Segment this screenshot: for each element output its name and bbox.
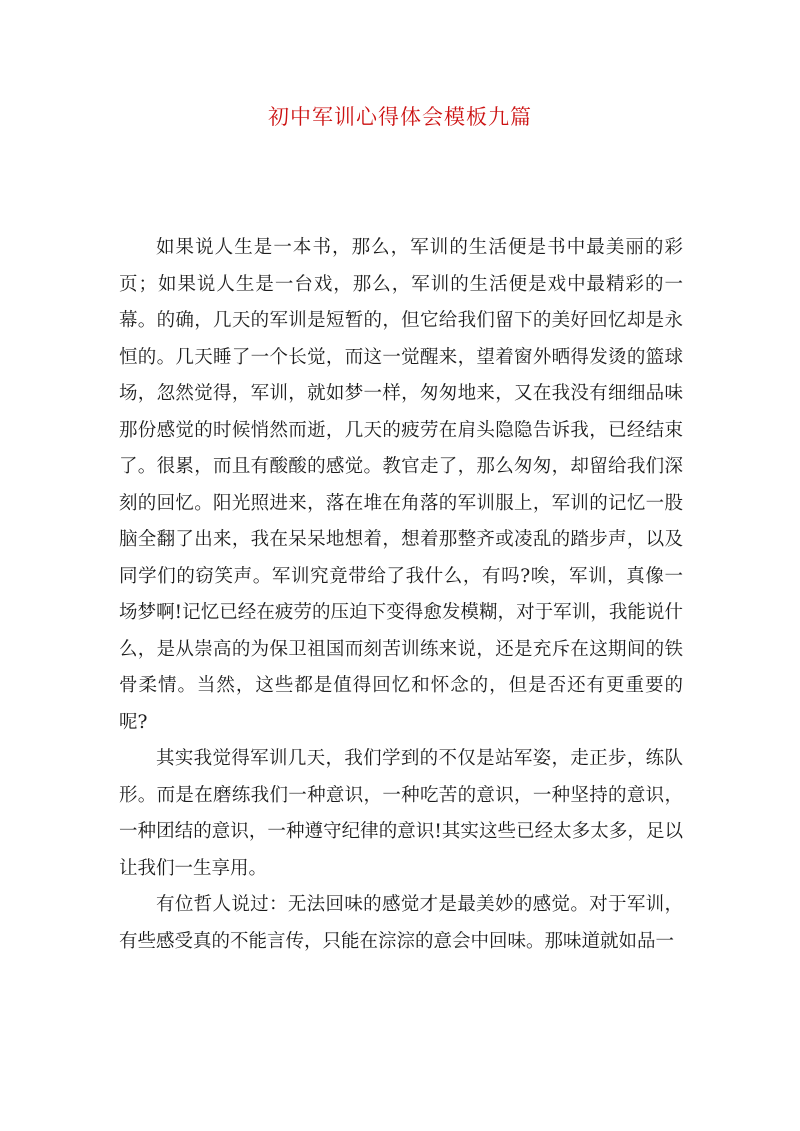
paragraph-3: 有位哲人说过：无法回味的感觉才是最美妙的感觉。对于军训，有些感受真的不能言传，只能在淙淙的意会中回味。那味道就如品一 bbox=[119, 894, 683, 952]
document-title: 初中军训心得体会模板九篇 bbox=[268, 105, 532, 129]
document-body bbox=[119, 230, 683, 960]
paragraph-2: 其实我觉得军训几天，我们学到的不仅是站军姿，走正步，练队形。而是在磨练我们一种意识，一种吃苦的意识，一种坚持的意识，一种团结的意识，一种遵守纪律的意识!其实这些已经太多太多，足以让我们一生享用。 bbox=[119, 748, 683, 879]
paragraph-1: 如果说人生是一本书，那么，军训的生活便是书中最美丽的彩页；如果说人生是一台戏，那么，军训的生活便是戏中最精彩的一幕。的确，几天的军训是短暂的，但它给我们留下的美好回忆却是永恒的。几天睡了一个长觉，而这一觉醒来，望着窗外晒得发烫的篮球场，忽然觉得，军训，就如梦一样，匆匆地来，又在我没有细细品味那份感觉的时候悄然而逝，几天的疲劳在肩头隐隐告诉我，已经结束了。很累，而且有酸酸的感觉。教官走了，那么匆匆，却留给我们深刻的回忆。阳光照进来，落在堆在角落的军训服上，军训的记忆一股脑全翻了出来，我在呆呆地想着，想着那整齐或凌乱的踏步声，以及同学们的窃笑声。军训究竟带给了我什么，有吗?唉，军训，真像一场梦啊!记忆已经在疲劳的压迫下变得愈发模糊，对于军训，我能说什么，是从崇高的为保卫祖国而刻苦训练来说，还是充斥在这期间的铁骨柔情。当然，这些都是值得回忆和怀念的，但是否还有更重要的呢? bbox=[119, 237, 683, 733]
